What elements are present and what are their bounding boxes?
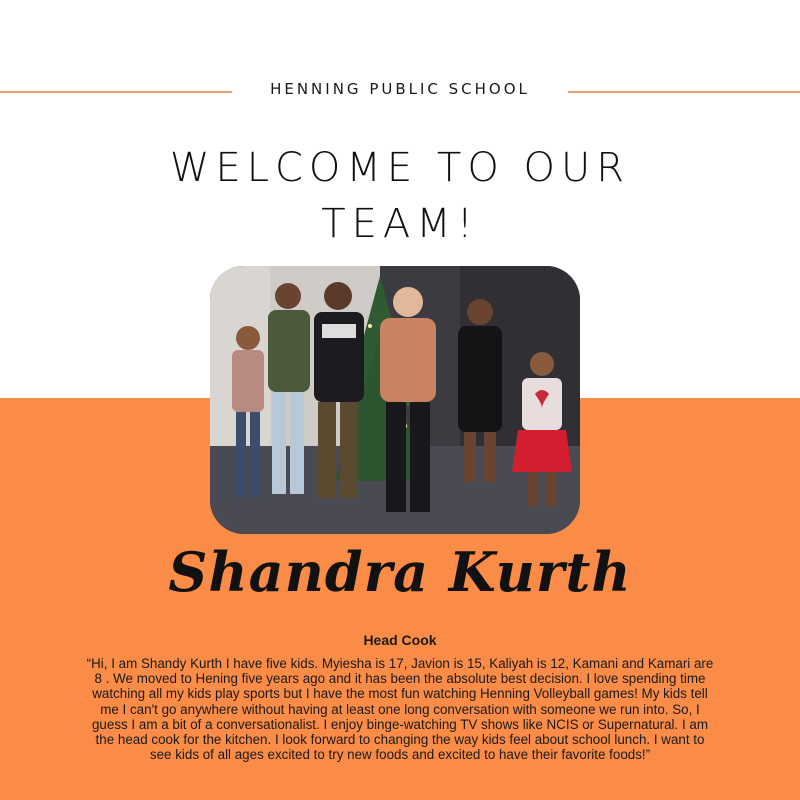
header-rule-left (0, 91, 232, 93)
page-title: WELCOME TO OUR TEAM! (169, 145, 631, 247)
school-name: HENNING PUBLIC SCHOOL (270, 80, 530, 98)
profile-bio: “Hi, I am Shandy Kurth I have five kids. Myiesha is 17, Javion is 15, Kaliyah is 12, Kamani and Kamari are 8 . We moved to Hening five years ago and it has been the absolute best decision. I love spending time watching all my kids play sports but I have the most fun watching Henning Volleyball games! My kids tell me I can't go anywhere without having at least one long conversation with someone we run into. So, I guess I am a bit of a conversationalist. I enjoy binge-watching TV shows like NCIS or Supernatural. I am the head cook for the kitchen. I look forward to changing the way kids feel about school lunch. I want to see kids of all ages excited to try new foods and excited to have their favorite foods!” (86, 656, 714, 763)
family-photo (210, 266, 580, 534)
profile-name: Shandra Kurth (168, 540, 632, 604)
profile-role: Head Cook (363, 632, 437, 648)
header-rule-right (568, 91, 800, 93)
group-photo-icon (210, 266, 580, 534)
